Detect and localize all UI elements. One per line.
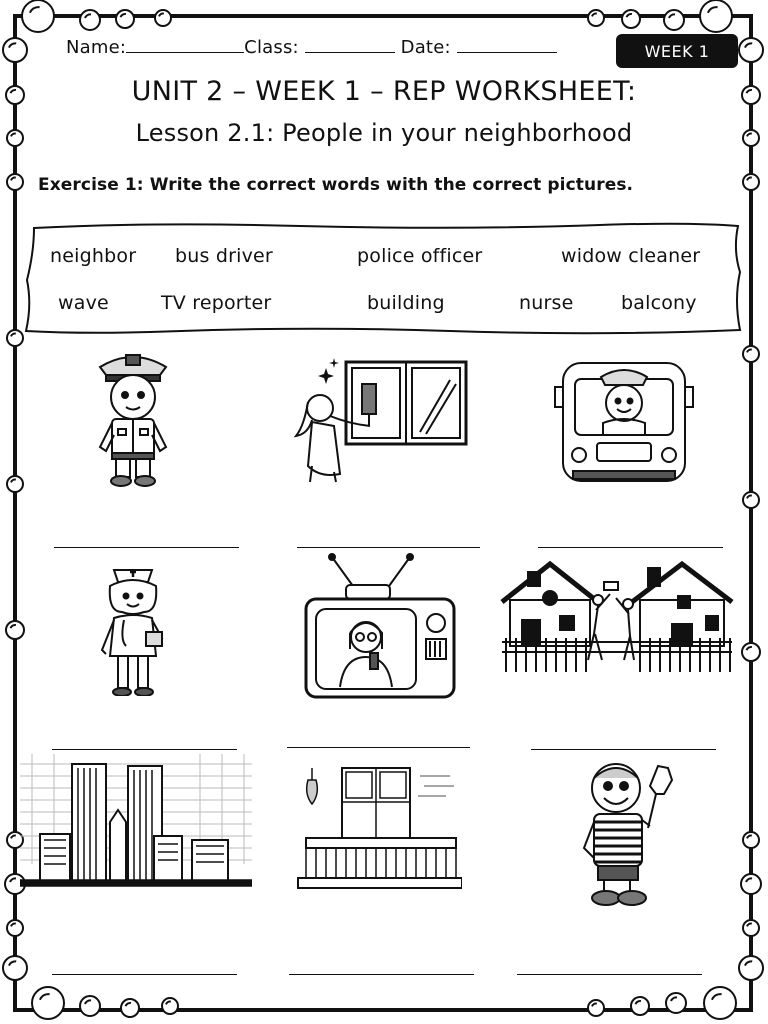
answer-line-4[interactable] — [52, 749, 237, 750]
answer-line-5[interactable] — [287, 747, 470, 748]
nurse-picture — [96, 556, 170, 696]
answer-line-1[interactable] — [54, 547, 239, 548]
word-wave: wave — [58, 292, 109, 314]
decorative-bubble — [7, 920, 23, 936]
answer-line-2[interactable] — [297, 547, 480, 548]
lesson-subtitle: Lesson 2.1: People in your neighborhood — [135, 119, 633, 147]
worksheet-title: UNIT 2 – WEEK 1 – REP WORKSHEET: — [131, 76, 637, 107]
decorative-bubble — [743, 492, 759, 508]
decorative-bubble — [6, 621, 24, 639]
decorative-bubble — [631, 997, 649, 1015]
buildings-picture — [20, 754, 252, 888]
waving-boy-picture — [576, 758, 680, 912]
decorative-bubble — [704, 987, 736, 1019]
neighbors-picture — [500, 560, 734, 674]
decorative-bubble — [162, 998, 178, 1014]
word-neighbor: neighbor — [50, 245, 137, 267]
answer-line-6[interactable] — [531, 749, 716, 750]
decorative-bubble — [3, 956, 27, 980]
window-cleaner-picture — [290, 356, 472, 486]
word-bus-driver: bus driver — [175, 245, 273, 267]
decorative-bubble — [741, 874, 761, 894]
decorative-bubble — [743, 346, 759, 362]
exercise-instruction: Exercise 1: Write the correct words with the correct pictures. — [38, 175, 634, 195]
word-widow-cleaner: widow cleaner — [561, 245, 701, 267]
class-label: Class: — [244, 37, 299, 58]
word-bank-box — [0, 0, 768, 340]
answer-line-8[interactable] — [289, 974, 474, 975]
answer-line-9[interactable] — [517, 974, 702, 975]
balcony-picture — [290, 764, 462, 892]
decorative-bubble — [742, 643, 760, 661]
word-building: building — [367, 292, 445, 314]
tv-reporter-picture — [304, 553, 456, 701]
decorative-bubble — [588, 1000, 604, 1016]
decorative-bubble — [739, 956, 763, 980]
answer-line-7[interactable] — [52, 974, 237, 975]
word-nurse: nurse — [519, 292, 574, 314]
decorative-bubble — [80, 996, 100, 1016]
decorative-bubble — [32, 987, 64, 1019]
date-label: Date: — [400, 37, 451, 58]
decorative-bubble — [666, 993, 686, 1013]
bus-driver-picture — [553, 357, 695, 489]
word-balcony: balcony — [621, 292, 697, 314]
decorative-bubble — [121, 999, 139, 1017]
name-label: Name: — [66, 37, 127, 58]
decorative-bubble — [743, 832, 759, 848]
answer-line-3[interactable] — [538, 547, 723, 548]
police-officer-picture — [88, 345, 178, 490]
week-badge: WEEK 1 — [616, 34, 738, 68]
decorative-bubble — [743, 920, 759, 936]
word-police-officer: police officer — [357, 245, 483, 267]
decorative-bubble — [7, 476, 23, 492]
word-tv-reporter: TV reporter — [161, 292, 272, 314]
